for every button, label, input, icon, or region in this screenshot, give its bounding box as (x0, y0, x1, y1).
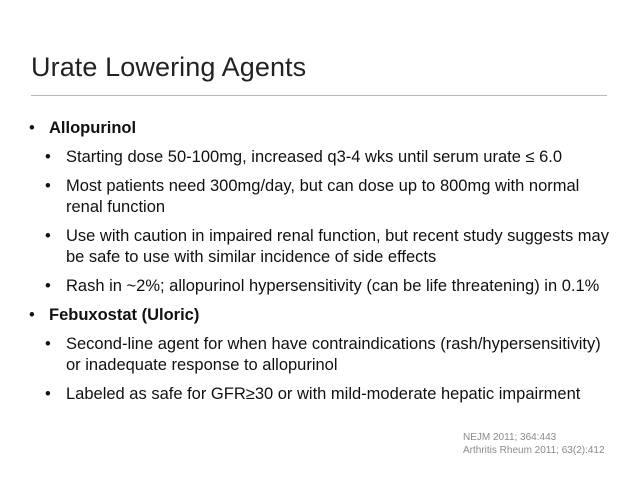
bullet-text: Allopurinol (49, 119, 137, 137)
sub-bullet-text: Use with caution in impaired renal function, but recent study suggests may be safe to use with similar incidence of side effects (66, 227, 609, 266)
sub-bullet-text: Most patients need 300mg/day, but can dose up to 800mg with normal renal function (66, 177, 580, 216)
bullet-dot-icon: • (45, 277, 51, 295)
bullet-dot-icon: • (29, 306, 35, 324)
sub-bullet-text: Second-line agent for when have contraindications (rash/hypersensitivity) or inadequate response to allopurinol (66, 335, 601, 374)
sub-bullet-rash (28, 276, 618, 297)
bullet-text: Febuxostat (Uloric) (49, 306, 200, 324)
reference-arthritis-rheum: Arthritis Rheum 2011; 63(2):412 (463, 445, 605, 456)
bullet-dot-icon: • (45, 227, 51, 245)
sub-bullet-starting-dose (28, 147, 618, 168)
sub-bullet-text: Starting dose 50-100mg, increased q3-4 wks until serum urate ≤ 6.0 (66, 148, 563, 166)
sub-bullet-usual-dose (28, 176, 618, 218)
sub-bullet-text: Labeled as safe for GFR≥30 or with mild-moderate hepatic impairment (66, 385, 581, 403)
sub-bullet-renal-caution (28, 226, 618, 268)
bullet-dot-icon: • (45, 335, 51, 353)
bullet-allopurinol (28, 118, 618, 139)
bullet-dot-icon: • (45, 385, 51, 403)
bullet-dot-icon: • (29, 119, 35, 137)
slide-title: Urate Lowering Agents (31, 52, 307, 82)
bullet-list (28, 118, 618, 413)
reference-nejm: NEJM 2011; 364:443 (463, 432, 557, 443)
sub-bullet-second-line (28, 334, 618, 376)
bullet-dot-icon: • (45, 177, 51, 195)
bullet-febuxostat (28, 305, 618, 326)
sub-bullet-text: Rash in ~2%; allopurinol hypersensitivity (can be life threatening) in 0.1% (66, 277, 600, 295)
bullet-dot-icon: • (45, 148, 51, 166)
title-divider (31, 95, 607, 96)
references (463, 431, 605, 457)
sub-bullet-labeled-safe (28, 384, 618, 405)
